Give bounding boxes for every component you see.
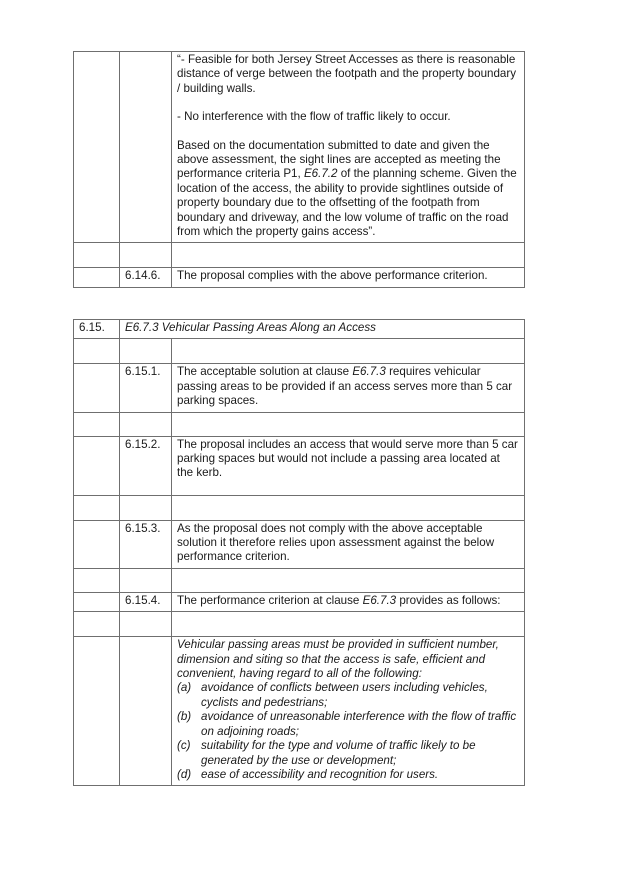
empty-cell bbox=[74, 436, 120, 495]
spacer-row bbox=[74, 495, 525, 520]
criterion-intro: Vehicular passing areas must be provided in sufficient number, dimension and siting so that the access is safe, efficient and convenient, having regard to all of the following: bbox=[177, 638, 499, 681]
list-item-text: avoidance of conflicts between users including vehicles, cyclists and pedestrians; bbox=[201, 681, 488, 709]
table-row bbox=[74, 436, 525, 495]
performance-criterion-quote bbox=[172, 637, 525, 786]
empty-cell bbox=[74, 268, 120, 287]
quote-paragraph-1: “- Feasible for both Jersey Street Accesses as there is reasonable distance of verge between the footpath and the property boundary / building walls. bbox=[177, 53, 517, 95]
clause-number: 6.15.4. bbox=[120, 592, 172, 611]
text-fragment: The acceptable solution at clause bbox=[177, 365, 353, 379]
text-fragment: requires vehicular passing areas to be provided if an access serves more than 5 car parking spaces. bbox=[177, 365, 513, 408]
empty-cell bbox=[120, 52, 172, 243]
text-fragment: provides as follows: bbox=[396, 593, 501, 607]
empty-cell bbox=[120, 637, 172, 786]
table-row bbox=[74, 592, 525, 611]
clause-number: 6.15.2. bbox=[120, 436, 172, 495]
spacer-row bbox=[74, 339, 525, 364]
spacer-row bbox=[74, 412, 525, 436]
table-row bbox=[74, 520, 525, 568]
table-row bbox=[74, 364, 525, 412]
clause-number: 6.14.6. bbox=[120, 268, 172, 287]
clause-text: As the proposal does not comply with the above acceptable solution it therefore relies upon assessment against the below performance criterion. bbox=[172, 520, 525, 568]
empty-cell bbox=[74, 592, 120, 611]
section-number: 6.15. bbox=[74, 320, 120, 339]
empty-cell bbox=[74, 637, 120, 786]
clause-reference: E6.7.3 bbox=[362, 593, 397, 607]
section-title: E6.7.3 Vehicular Passing Areas Along an Access bbox=[120, 320, 525, 339]
list-item bbox=[177, 681, 519, 710]
quote-paragraph-2: - No interference with the flow of traffic likely to occur. bbox=[177, 110, 451, 124]
list-item-text: ease of accessibility and recognition for users. bbox=[201, 767, 439, 781]
list-item-text: suitability for the type and volume of traffic likely to be generated by the use or development; bbox=[201, 739, 476, 767]
list-item-label: (d) bbox=[177, 767, 192, 781]
spacer-row bbox=[74, 568, 525, 592]
table-row bbox=[74, 637, 525, 786]
criterion-list bbox=[177, 681, 519, 782]
clause-reference: E6.7.2 bbox=[303, 167, 338, 181]
spacer-row bbox=[74, 243, 525, 268]
clause-text: The proposal includes an access that would serve more than 5 car parking spaces but would not include a passing area located at the kerb. bbox=[172, 436, 525, 495]
text-fragment: of the planning scheme. Given the location of the access, the ability to provide sightlines outside of property boundary due to the offsetting of the footpath from boundary and driveway, and the low volume of traffic on the road from which the property gains access”. bbox=[177, 167, 517, 239]
list-item bbox=[177, 739, 519, 768]
clause-text: The proposal complies with the above performance criterion. bbox=[172, 268, 525, 287]
quote-cell bbox=[172, 52, 525, 243]
clause-text bbox=[172, 592, 525, 611]
empty-cell bbox=[74, 364, 120, 412]
section-heading-row bbox=[74, 320, 525, 339]
text-fragment: The performance criterion at clause bbox=[177, 593, 363, 607]
table-row bbox=[74, 52, 525, 243]
list-item-label: (c) bbox=[177, 739, 191, 753]
empty-cell bbox=[74, 52, 120, 243]
list-item bbox=[177, 710, 519, 739]
report-table-continued bbox=[73, 51, 525, 288]
clause-number: 6.15.1. bbox=[120, 364, 172, 412]
list-item-text: avoidance of unreasonable interference with the flow of traffic on adjoining roads; bbox=[201, 710, 517, 738]
text-fragment: Based on the documentation submitted to date and given the above assessment, the sight lines are accepted as meeting the performance criteria P1, bbox=[177, 138, 501, 181]
clause-number: 6.15.3. bbox=[120, 520, 172, 568]
empty-cell bbox=[74, 520, 120, 568]
list-item bbox=[177, 768, 519, 782]
report-table-section-6-15 bbox=[73, 319, 525, 786]
list-item-label: (a) bbox=[177, 681, 192, 695]
table-row bbox=[74, 268, 525, 287]
spacer-row bbox=[74, 612, 525, 637]
list-item-label: (b) bbox=[177, 710, 192, 724]
clause-reference: E6.7.3 bbox=[352, 365, 386, 379]
quote-paragraph-3 bbox=[177, 139, 519, 240]
clause-text bbox=[172, 364, 525, 412]
